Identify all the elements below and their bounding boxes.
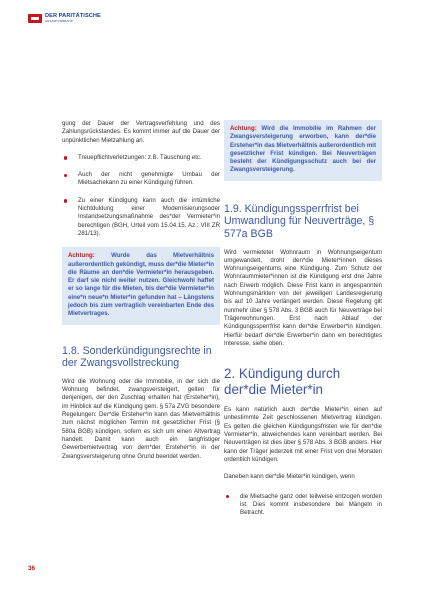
list-item bbox=[224, 493, 382, 518]
callout-keyword: Achtung: bbox=[230, 125, 257, 132]
left-column bbox=[62, 120, 220, 461]
section-paragraph: Wird die Wohnung oder die Immobilie, in der sich die Wohnung befindet, zwangsversteigert, gelten für denjenigen, der den Zuschlag erhalten hat (Ersteher*in), im Hinblick auf die Kündigung gem. § 57a ZVG besondere Regelungen: Der*die Ersteher*in kann das Mietverhältnis zum nächst möglichen Termin mit gesetzlicher Frist (§ 580a BGB) kündigen, sofern es sich um einen Altvertrag handelt. Damit kann auch ein langfristiger Gewerbemietvertrag von dem*der Ersteher*in in der Zwangsversteigerung ohne Grund beendet werden. bbox=[62, 377, 220, 460]
bullet-icon bbox=[64, 199, 67, 202]
section-heading: 1.8. Sonderkündigungsrechte in der Zwangsvollstreckung bbox=[62, 344, 212, 370]
chapter-heading: 2. Kündigung durch der*die Mieter*in bbox=[224, 366, 341, 398]
bullet-list bbox=[62, 154, 220, 238]
right-column bbox=[224, 120, 382, 526]
callout-text: Wurde das Mietverhältnis außerordentlich gekündigt, muss der*die Mieter*in die Räume an den*die Vermieter*in herausgeben. Er darf sie nicht weiter nutzen. Gleichwohl haftet er so lange für die Mieten, bis der*die Vermieter*in eine*n neue*n Mieter*in gefunden hat – Längstens jedoch bis zum vertraglich vereinbarten Ende des Mietvertrages. bbox=[68, 252, 214, 318]
logo-subtitle: GESAMTVERBAND bbox=[45, 19, 73, 24]
bullet-icon bbox=[64, 174, 67, 177]
logo-mark-icon bbox=[28, 14, 42, 23]
warning-callout bbox=[224, 120, 382, 181]
list-item bbox=[62, 154, 220, 162]
list-item-text: die Mietsache ganz oder teilweise entzogen worden ist. Dies kommt insbesondere bei Mängeln in Betracht. bbox=[240, 492, 382, 517]
paritaetische-logo bbox=[28, 14, 101, 23]
logo-title: DER PARITÄTISCHE bbox=[45, 13, 101, 20]
chapter-paragraph-2: Daneben kann der*die Mieter*in kündigen, wenn bbox=[224, 473, 355, 481]
list-item bbox=[62, 197, 220, 238]
section-paragraph: Wird vermieteter Wohnraum in Wohnungseigentum umgewandelt, droht den*die Mieter*innen dieses Wohnungseigentums eine Kündigung. Zum Schutz der Wohnraummieter*innen ist die Kündigung erst drei Jahre nach Erwerb möglich. Diese Frist kann in angespannten Wohnungsmärkten von der jeweiligen Landesregierung bis auf 10 Jahre verlängert werden. Diese Regelung gilt nunmehr über § 578 Abs. 3 BGB auch für Neuverträge bei Trägerwohnungen. Erst nach Ablauf der Kündigungssperrfrist kann der*die Erwerber*in kündigen. Hierfür bedarf der*die Erwerber*in dann ein berechtigtes Interesse, siehe oben. bbox=[224, 248, 382, 347]
section-heading: 1.9. Kündigungssperrfrist bei Umwandlung für Neuverträge, § 577a BGB bbox=[224, 202, 375, 240]
bullet-list bbox=[224, 493, 382, 518]
warning-callout bbox=[62, 247, 220, 324]
page-number: 36 bbox=[28, 565, 36, 572]
callout-text: Wird die Immobilie im Rahmen der Zwangsversteigerung erworben, kann der*die Ersteher*in das Mietverhältnis außerordentlich mit gesetzlicher Frist kündigen. Bei Neuverträgen besteht der Kündigungsschutz auch bei der Zwangsversteigerung. bbox=[230, 125, 376, 174]
intro-paragraph: gung der Dauer der Vertragsverfehlung und des Zahlungsrückstandes. Es kommt immer auf die Dauer der unpünktlichen Mietzahlung an. bbox=[62, 120, 220, 144]
bullet-icon bbox=[226, 495, 229, 498]
list-item-text: Auch der nicht genehmigte Umbau der Mietsachekann zu einer Kündigung führen. bbox=[78, 171, 220, 187]
bullet-icon bbox=[64, 156, 67, 159]
list-item bbox=[62, 171, 220, 188]
chapter-paragraph: Es kann natürlich auch der*die Mieter*in einen auf unbestimmte Zeit geschlossenen Mietvertrag kündigen. Es gelten die gleichen Kündigungsfristen wie für den*die Vermieter*in, abweichendes kann vereinbart werden. Bei Neuverträgen ist dies über § 578 Abs. 3 BGB anders. Hier kann der Träger jederzeit mit einer Frist von drei Monaten ordentlich kündigen. bbox=[224, 406, 382, 463]
list-item-text: Zu einer Kündigung kann auch die irrtümliche Nichtduldung einer Modernisierungsoder Instandsetzungsmaßnahme des*der Vermieter*in berechtigen (BGH, Urteil vom 15.04.15, Az.: VIII ZR 281/13). bbox=[78, 196, 220, 237]
list-item-text: Treuepflichtverletzungen: z.B. Täuschung etc. bbox=[78, 153, 202, 161]
callout-keyword: Achtung: bbox=[68, 252, 95, 260]
